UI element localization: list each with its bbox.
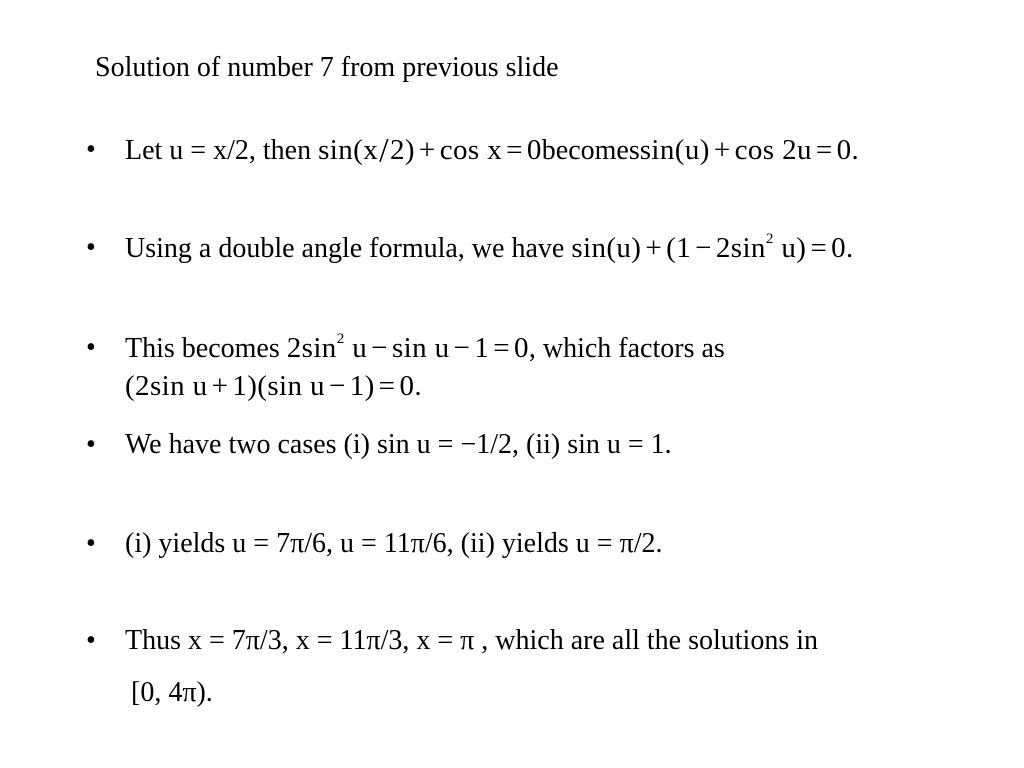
- math-part: 2): [389, 134, 415, 166]
- bullet-text: Thus x = 7π/3, x = 11π/3, x = π , which are all the solutions in: [125, 625, 819, 656]
- math-part: 0.: [836, 134, 860, 166]
- math-operator: +: [645, 232, 663, 264]
- math-part: cos x: [439, 134, 503, 166]
- bullet-line: [125, 132, 859, 169]
- bullet-marker: •: [86, 625, 96, 656]
- math-part: 2sin: [286, 332, 337, 364]
- math-part: 1: [474, 332, 490, 364]
- equation-factored: [125, 370, 422, 402]
- slide-title: Solution of number 7 from previous slide: [95, 52, 559, 83]
- bullet-text: (i) yields u = 7π/6, u = 11π/6, (ii) yields u = π/2.: [125, 528, 663, 559]
- math-slash: /: [379, 132, 389, 169]
- math-part: (2sin u: [125, 370, 208, 402]
- bullet-text: This becomes: [125, 333, 287, 364]
- bullet-marker: •: [86, 429, 96, 460]
- math-part: u): [773, 232, 807, 264]
- equation-quadratic: [287, 332, 529, 364]
- bullet-line: [125, 330, 725, 367]
- math-exponent: 2: [765, 231, 774, 247]
- math-operator: +: [713, 134, 731, 166]
- math-part: sin(x: [318, 134, 379, 166]
- bullet-text-continuation: [0, 4π).: [131, 677, 213, 708]
- math-part: 0: [513, 332, 529, 364]
- math-operator: =: [810, 232, 828, 264]
- math-part: 0: [526, 134, 542, 166]
- math-operator: −: [453, 332, 471, 364]
- bullet-text: , which factors as: [528, 333, 725, 364]
- bullet-marker: •: [86, 528, 96, 559]
- bullet-text: Using a double angle formula, we have: [125, 233, 572, 264]
- math-part: 1)(sin u: [232, 370, 325, 402]
- math-part: u: [344, 332, 368, 364]
- math-operator: +: [211, 370, 229, 402]
- math-operator: =: [506, 134, 523, 166]
- bullet-text: We have two cases (i) sin u = −1/2, (ii) sin u = 1.: [125, 429, 672, 460]
- bullet-marker: •: [86, 332, 96, 363]
- math-operator: −: [371, 332, 388, 364]
- equation-double-angle: [571, 232, 853, 264]
- bullet-line-continuation: [125, 368, 422, 405]
- math-part: 2sin: [715, 232, 766, 264]
- math-part: 0.: [831, 232, 854, 264]
- math-operator: −: [695, 232, 712, 264]
- math-part: sin u: [391, 332, 450, 364]
- math-part: cos 2u: [734, 134, 812, 166]
- math-operator: =: [378, 370, 396, 402]
- math-part: sin(u): [571, 232, 642, 264]
- bullet-text: becomes: [541, 135, 640, 166]
- bullet-marker: •: [86, 232, 96, 263]
- equation-original: [318, 132, 542, 169]
- equation-substituted: [640, 134, 859, 166]
- math-exponent: 2: [336, 331, 345, 347]
- bullet-text: Let u = x/2, then: [125, 135, 319, 166]
- bullet-marker: •: [86, 134, 96, 165]
- math-part: 1): [349, 370, 375, 402]
- math-operator: +: [418, 134, 436, 166]
- bullet-line: [125, 230, 854, 267]
- math-part: sin(u): [639, 134, 710, 166]
- math-operator: =: [493, 332, 510, 364]
- math-operator: −: [328, 370, 346, 402]
- math-part: 0.: [399, 370, 422, 402]
- math-part: (1: [666, 232, 692, 264]
- math-operator: =: [815, 134, 833, 166]
